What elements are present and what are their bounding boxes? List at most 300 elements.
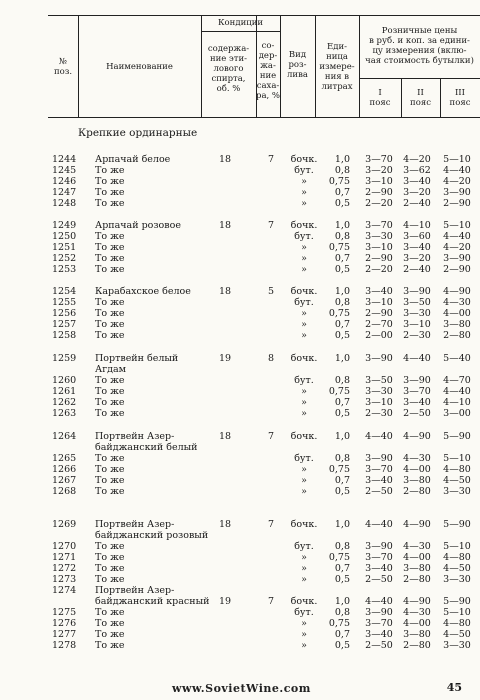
cell-pack: бут. (294, 231, 314, 242)
cell-name: То же (95, 386, 125, 397)
cell-name: То же (95, 231, 125, 242)
table-row (0, 176, 480, 187)
cell-p1: 3—70 (365, 618, 393, 629)
cell-num: 1249 (52, 220, 77, 231)
cell-p2: 2—80 (403, 486, 431, 497)
cell-name: Портвейн Азер- (95, 519, 175, 530)
cell-p1: 3—90 (365, 353, 393, 364)
cell-name: То же (95, 330, 125, 341)
cell-p2: 3—20 (403, 187, 431, 198)
cell-num: 1277 (52, 629, 77, 640)
table-row (0, 319, 480, 330)
cell-num: 1268 (52, 486, 77, 497)
cell-vol: 0,8 (334, 541, 350, 552)
cell-name: То же (95, 574, 125, 585)
table-row (0, 154, 480, 165)
cell-p1: 3—30 (365, 231, 393, 242)
cell-p2: 2—80 (403, 640, 431, 651)
cell-pack: » (301, 464, 307, 475)
cell-num: 1254 (52, 286, 77, 297)
table-row (0, 607, 480, 618)
cell-p1: 2—20 (365, 198, 393, 209)
cell-p3: 5—10 (443, 453, 471, 464)
cell-name: То же (95, 475, 125, 486)
cell-num: 1256 (52, 308, 77, 319)
cell-pack: » (301, 264, 307, 275)
cell-p3: 2—90 (443, 264, 471, 275)
cell-p2: 4—30 (403, 607, 431, 618)
cell-pack: бут. (294, 375, 314, 386)
cell-p2: 3—40 (403, 397, 431, 408)
cell-pack: бочк. (290, 154, 318, 165)
cell-alc: 19 (218, 353, 232, 364)
cell-pack: » (301, 486, 307, 497)
cell-name: То же (95, 640, 125, 651)
cell-num: 1253 (52, 264, 77, 275)
cell-num: 1275 (52, 607, 77, 618)
cell-name: То же (95, 563, 125, 574)
cell-p3: 4—50 (443, 563, 471, 574)
cell-pack: бочк. (290, 519, 318, 530)
cell-vol: 0,75 (328, 386, 350, 397)
table-row (0, 187, 480, 198)
cell-p3: 3—00 (443, 408, 471, 419)
cell-p1: 2—50 (365, 640, 393, 651)
table-row (0, 541, 480, 552)
table-row (0, 464, 480, 475)
table-row (0, 574, 480, 585)
cell-vol: 1,0 (334, 519, 350, 530)
cell-name: То же (95, 198, 125, 209)
cell-p3: 4—90 (443, 286, 471, 297)
cell-p2: 3—30 (403, 308, 431, 319)
table-row (0, 353, 480, 364)
cell-p3: 4—20 (443, 176, 471, 187)
header-pack: Вид роз- лива (287, 50, 308, 80)
cell-p3: 3—30 (443, 640, 471, 651)
cell-p3: 4—50 (443, 629, 471, 640)
cell-vol: 0,8 (334, 231, 350, 242)
cell-vol: 0,5 (334, 330, 350, 341)
cell-name: То же (95, 264, 125, 275)
cell-num: 1252 (52, 253, 77, 264)
cell-num: 1247 (52, 187, 77, 198)
cell-name: То же (95, 176, 125, 187)
cell-vol: 0,75 (328, 176, 350, 187)
cell-pack: бочк. (290, 220, 318, 231)
cell-p1: 4—40 (365, 431, 393, 442)
page-number: 45 (446, 681, 462, 694)
cell-vol: 0,8 (334, 165, 350, 176)
cell-num: 1263 (52, 408, 77, 419)
cell-p1: 2—90 (365, 253, 393, 264)
cell-alc: 18 (218, 519, 232, 530)
cell-num: 1265 (52, 453, 77, 464)
cell-num: 1270 (52, 541, 77, 552)
cell-p1: 2—90 (365, 187, 393, 198)
cell-name: байджанский розовый (95, 530, 209, 541)
cell-p1: 2—50 (365, 574, 393, 585)
section-title: Крепкие ординарные (78, 127, 198, 139)
cell-name: То же (95, 308, 125, 319)
cell-p3: 4—70 (443, 375, 471, 386)
table-row (0, 364, 480, 375)
cell-pack: » (301, 640, 307, 651)
cell-p3: 3—30 (443, 574, 471, 585)
cell-num: 1261 (52, 386, 77, 397)
cell-p3: 4—40 (443, 386, 471, 397)
cell-alc: 18 (218, 154, 232, 165)
cell-vol: 0,8 (334, 297, 350, 308)
table-row (0, 253, 480, 264)
cell-num: 1246 (52, 176, 77, 187)
cell-p2: 4—40 (403, 353, 431, 364)
cell-pack: » (301, 242, 307, 253)
cell-sug: 8 (267, 353, 275, 364)
cell-p2: 3—40 (403, 176, 431, 187)
cell-name: То же (95, 629, 125, 640)
cell-vol: 0,5 (334, 574, 350, 585)
table-row (0, 442, 480, 453)
table-header (48, 15, 480, 118)
cell-p3: 4—50 (443, 475, 471, 486)
cell-num: 1250 (52, 231, 77, 242)
watermark: www.SovietWine.com (172, 682, 311, 695)
cell-p2: 2—50 (403, 408, 431, 419)
cell-p3: 3—90 (443, 253, 471, 264)
cell-num: 1251 (52, 242, 77, 253)
cell-pack: » (301, 253, 307, 264)
cell-p2: 4—10 (403, 220, 431, 231)
cell-pack: » (301, 386, 307, 397)
cell-num: 1272 (52, 563, 77, 574)
cell-pack: » (301, 187, 307, 198)
table-row (0, 231, 480, 242)
cell-vol: 0,75 (328, 618, 350, 629)
cell-p2: 4—00 (403, 552, 431, 563)
cell-p1: 2—00 (365, 330, 393, 341)
cell-p1: 3—20 (365, 165, 393, 176)
cell-p2: 3—70 (403, 386, 431, 397)
cell-p2: 2—40 (403, 198, 431, 209)
cell-name: То же (95, 242, 125, 253)
cell-p2: 2—80 (403, 574, 431, 585)
cell-p2: 3—20 (403, 253, 431, 264)
cell-num: 1274 (52, 585, 77, 596)
cell-pack: » (301, 475, 307, 486)
cell-p1: 2—90 (365, 308, 393, 319)
header-prices: Розничные цены в руб. и коп. за едини- цу измерения (вклю- чая стоимость бутылки) (365, 26, 474, 66)
cell-sug: 7 (267, 519, 275, 530)
cell-p1: 3—40 (365, 563, 393, 574)
cell-pack: » (301, 563, 307, 574)
cell-p3: 5—10 (443, 607, 471, 618)
table-row (0, 198, 480, 209)
cell-name: Карабахское белое (95, 286, 191, 297)
cell-p1: 2—30 (365, 408, 393, 419)
table-row (0, 431, 480, 442)
cell-pack: » (301, 552, 307, 563)
cell-p3: 4—00 (443, 308, 471, 319)
cell-num: 1260 (52, 375, 77, 386)
cell-num: 1259 (52, 353, 77, 364)
cell-p2: 4—90 (403, 431, 431, 442)
cell-pack: » (301, 408, 307, 419)
cell-vol: 0,7 (334, 319, 350, 330)
table-row (0, 530, 480, 541)
cell-pack: » (301, 330, 307, 341)
table-row (0, 242, 480, 253)
cell-vol: 0,75 (328, 308, 350, 319)
cell-num: 1269 (52, 519, 77, 530)
cell-name: То же (95, 408, 125, 419)
header-alcohol: содержа- ние эти- лового спирта, об. % (207, 44, 250, 94)
cell-p3: 4—80 (443, 618, 471, 629)
cell-name: Арпачай белое (95, 154, 171, 165)
cell-p3: 4—10 (443, 397, 471, 408)
cell-name: То же (95, 541, 125, 552)
cell-p3: 5—10 (443, 541, 471, 552)
cell-p3: 5—90 (443, 596, 471, 607)
table-row (0, 386, 480, 397)
header-zone-1: I пояс (369, 88, 391, 108)
cell-p2: 2—40 (403, 264, 431, 275)
cell-p3: 4—40 (443, 231, 471, 242)
cell-alc: 18 (218, 220, 232, 231)
cell-pack: бут. (294, 165, 314, 176)
cell-vol: 0,5 (334, 198, 350, 209)
cell-vol: 1,0 (334, 220, 350, 231)
cell-p3: 3—90 (443, 187, 471, 198)
cell-p3: 4—20 (443, 242, 471, 253)
cell-vol: 0,8 (334, 607, 350, 618)
cell-num: 1248 (52, 198, 77, 209)
cell-name: То же (95, 375, 125, 386)
cell-p1: 3—10 (365, 176, 393, 187)
cell-num: 1266 (52, 464, 77, 475)
cell-p2: 3—80 (403, 563, 431, 574)
cell-p3: 4—40 (443, 165, 471, 176)
header-sugar: со- дер- жа- ние саха- ра, % (256, 41, 280, 101)
cell-vol: 0,75 (328, 464, 350, 475)
cell-p1: 4—40 (365, 519, 393, 530)
cell-p2: 4—30 (403, 541, 431, 552)
cell-name: То же (95, 297, 125, 308)
cell-name: То же (95, 165, 125, 176)
cell-vol: 1,0 (334, 154, 350, 165)
cell-num: 1245 (52, 165, 77, 176)
cell-p2: 4—90 (403, 596, 431, 607)
cell-p1: 4—40 (365, 596, 393, 607)
cell-p2: 2—30 (403, 330, 431, 341)
cell-pack: » (301, 319, 307, 330)
header-num: № поз. (53, 56, 73, 77)
cell-p3: 4—80 (443, 552, 471, 563)
cell-name: То же (95, 397, 125, 408)
cell-pack: » (301, 176, 307, 187)
cell-name: То же (95, 319, 125, 330)
table-row (0, 475, 480, 486)
cell-p3: 5—40 (443, 353, 471, 364)
cell-p2: 3—10 (403, 319, 431, 330)
table-row (0, 552, 480, 563)
cell-p1: 3—40 (365, 475, 393, 486)
cell-vol: 0,5 (334, 486, 350, 497)
cell-alc: 18 (218, 286, 232, 297)
header-zone-2: II пояс (410, 88, 431, 108)
cell-p1: 3—70 (365, 552, 393, 563)
cell-vol: 0,7 (334, 629, 350, 640)
cell-num: 1264 (52, 431, 77, 442)
cell-vol: 0,8 (334, 375, 350, 386)
cell-pack: бут. (294, 541, 314, 552)
cell-vol: 0,5 (334, 408, 350, 419)
header-unit: Еди- ница измере- ния в литрах (319, 42, 355, 92)
cell-pack: бочк. (290, 596, 318, 607)
cell-alc: 18 (218, 431, 232, 442)
cell-num: 1258 (52, 330, 77, 341)
cell-pack: бочк. (290, 353, 318, 364)
table-row (0, 308, 480, 319)
cell-num: 1262 (52, 397, 77, 408)
cell-sug: 7 (267, 431, 275, 442)
cell-p1: 3—90 (365, 607, 393, 618)
cell-p1: 3—90 (365, 541, 393, 552)
cell-p2: 3—60 (403, 231, 431, 242)
cell-p1: 3—30 (365, 386, 393, 397)
cell-p1: 3—70 (365, 154, 393, 165)
table-row (0, 286, 480, 297)
cell-vol: 1,0 (334, 431, 350, 442)
cell-p2: 3—50 (403, 297, 431, 308)
header-zone-3: III пояс (449, 88, 471, 108)
cell-vol: 1,0 (334, 596, 350, 607)
cell-num: 1267 (52, 475, 77, 486)
cell-p1: 3—70 (365, 464, 393, 475)
table-row (0, 297, 480, 308)
cell-p3: 3—80 (443, 319, 471, 330)
cell-vol: 0,8 (334, 453, 350, 464)
cell-pack: бут. (294, 607, 314, 618)
cell-pack: » (301, 308, 307, 319)
cell-num: 1276 (52, 618, 77, 629)
table-row (0, 220, 480, 231)
cell-num: 1257 (52, 319, 77, 330)
cell-pack: » (301, 618, 307, 629)
cell-name: То же (95, 607, 125, 618)
table-row (0, 165, 480, 176)
cell-pack: » (301, 629, 307, 640)
cell-pack: бут. (294, 297, 314, 308)
table-row (0, 408, 480, 419)
cell-sug: 7 (267, 154, 275, 165)
table-row (0, 585, 480, 596)
cell-p2: 4—00 (403, 464, 431, 475)
cell-p1: 3—70 (365, 220, 393, 231)
table-row (0, 596, 480, 607)
cell-p3: 5—10 (443, 154, 471, 165)
cell-name: байджанский красный (95, 596, 210, 607)
cell-p1: 3—40 (365, 286, 393, 297)
cell-p3: 4—80 (443, 464, 471, 475)
table-row (0, 330, 480, 341)
cell-vol: 0,75 (328, 552, 350, 563)
cell-vol: 0,5 (334, 640, 350, 651)
cell-p3: 4—30 (443, 297, 471, 308)
cell-p3: 3—30 (443, 486, 471, 497)
cell-p1: 3—50 (365, 375, 393, 386)
cell-p2: 3—80 (403, 475, 431, 486)
cell-p1: 3—10 (365, 242, 393, 253)
cell-vol: 0,5 (334, 264, 350, 275)
cell-p2: 3—90 (403, 375, 431, 386)
cell-p1: 3—10 (365, 397, 393, 408)
cell-vol: 0,7 (334, 253, 350, 264)
cell-p2: 4—90 (403, 519, 431, 530)
cell-p1: 3—40 (365, 629, 393, 640)
cell-vol: 0,7 (334, 397, 350, 408)
cell-pack: бочк. (290, 431, 318, 442)
cell-p3: 2—80 (443, 330, 471, 341)
cell-name: Портвейн Азер- (95, 585, 175, 596)
cell-name: байджанский белый (95, 442, 198, 453)
cell-vol: 1,0 (334, 353, 350, 364)
cell-vol: 0,7 (334, 187, 350, 198)
table-row (0, 264, 480, 275)
header-conditions: Кондиции (217, 18, 264, 28)
cell-p1: 2—50 (365, 486, 393, 497)
table-row (0, 375, 480, 386)
cell-name: То же (95, 453, 125, 464)
cell-p1: 3—10 (365, 297, 393, 308)
table-row (0, 397, 480, 408)
cell-vol: 0,75 (328, 242, 350, 253)
table-row (0, 563, 480, 574)
header-name: Наименование (106, 61, 173, 72)
table-row (0, 629, 480, 640)
cell-p3: 5—90 (443, 519, 471, 530)
cell-pack: » (301, 574, 307, 585)
cell-p2: 4—20 (403, 154, 431, 165)
cell-p2: 3—90 (403, 286, 431, 297)
cell-p1: 2—70 (365, 319, 393, 330)
cell-num: 1271 (52, 552, 77, 563)
cell-num: 1273 (52, 574, 77, 585)
cell-name: То же (95, 618, 125, 629)
cell-p1: 2—20 (365, 264, 393, 275)
cell-pack: бочк. (290, 286, 318, 297)
cell-sug: 7 (267, 596, 275, 607)
cell-pack: » (301, 397, 307, 408)
cell-num: 1255 (52, 297, 77, 308)
cell-p2: 3—62 (403, 165, 431, 176)
cell-name: Агдам (95, 364, 127, 375)
cell-name: Арпачай розовое (95, 220, 181, 231)
cell-p3: 2—90 (443, 198, 471, 209)
table-row (0, 453, 480, 464)
cell-p3: 5—90 (443, 431, 471, 442)
cell-p2: 3—40 (403, 242, 431, 253)
cell-sug: 7 (267, 220, 275, 231)
cell-name: Портвейн Азер- (95, 431, 175, 442)
cell-name: То же (95, 253, 125, 264)
cell-p2: 4—30 (403, 453, 431, 464)
cell-name: Портвейн белый (95, 353, 179, 364)
table-row (0, 486, 480, 497)
table-row (0, 519, 480, 530)
table-row (0, 618, 480, 629)
cell-p2: 4—00 (403, 618, 431, 629)
